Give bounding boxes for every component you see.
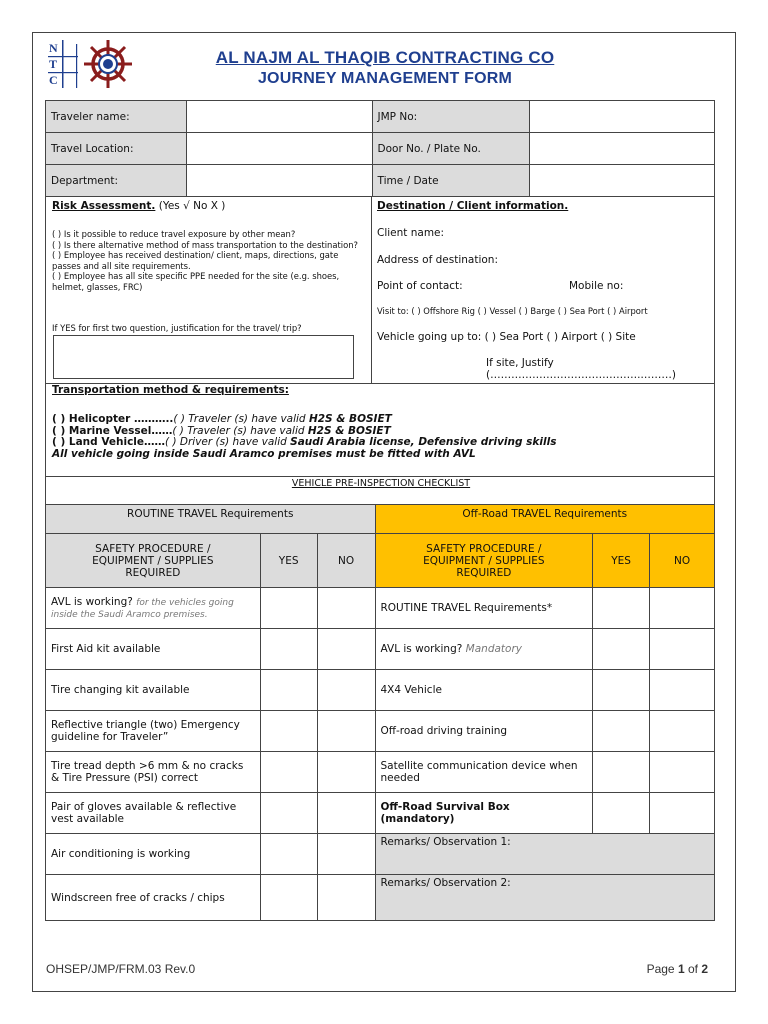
- offroad-satellite-no[interactable]: [650, 752, 715, 793]
- routine-avl-no[interactable]: [317, 588, 375, 629]
- routine-ac-no[interactable]: [317, 834, 375, 875]
- offroad-no-header: NO: [650, 534, 715, 588]
- routine-tire-tread-yes[interactable]: [260, 752, 317, 793]
- logo-letter-t: T: [49, 57, 58, 71]
- transport-marine[interactable]: ( ) Marine Vessel……( ) Traveler (s) have valid H2S & BOSIET: [52, 424, 391, 437]
- routine-item-air-conditioning: Air conditioning is working: [46, 834, 261, 875]
- time-date-field[interactable]: [530, 165, 715, 197]
- travel-location-label: Travel Location:: [46, 133, 187, 165]
- table-row: [46, 629, 715, 670]
- remarks-1-field[interactable]: Remarks/ Observation 1:: [375, 834, 715, 875]
- table-row: [46, 834, 715, 875]
- transportation-section: [45, 383, 715, 477]
- department-field[interactable]: [186, 165, 372, 197]
- logo-letter-n: N: [49, 41, 58, 55]
- mobile-label[interactable]: Mobile no:: [569, 280, 624, 292]
- form-code: OHSEP/JMP/FRM.03 Rev.0: [46, 962, 196, 976]
- risk-assessment-section: [45, 196, 372, 384]
- offroad-survival-no[interactable]: [650, 793, 715, 834]
- offroad-satellite-yes[interactable]: [593, 752, 650, 793]
- routine-triangle-no[interactable]: [317, 711, 375, 752]
- traveler-name-field[interactable]: [186, 101, 372, 133]
- justification-field[interactable]: [53, 335, 354, 379]
- routine-gloves-no[interactable]: [317, 793, 375, 834]
- routine-item-tire-kit: Tire changing kit available: [46, 670, 261, 711]
- risk-legend: (Yes √ No X ): [158, 200, 226, 212]
- offroad-item-avl: AVL is working? Mandatory: [375, 629, 593, 670]
- avl-note: All vehicle going inside Saudi Aramco premises must be fitted with AVL: [52, 447, 476, 460]
- offroad-survival-yes[interactable]: [593, 793, 650, 834]
- routine-item-gloves: Pair of gloves available & reflective vest available: [46, 793, 261, 834]
- jmp-no-label: JMP No:: [372, 101, 530, 133]
- traveler-name-label: Traveler name:: [46, 101, 187, 133]
- routine-triangle-yes[interactable]: [260, 711, 317, 752]
- door-plate-label: Door No. / Plate No.: [372, 133, 530, 165]
- routine-tire-kit-yes[interactable]: [260, 670, 317, 711]
- table-row: [46, 588, 715, 629]
- address-label[interactable]: Address of destination:: [377, 254, 498, 266]
- vehicle-checklist-table: [45, 504, 715, 921]
- ship-wheel-icon: [84, 40, 132, 88]
- offroad-item-routine: ROUTINE TRAVEL Requirements*: [375, 588, 593, 629]
- traveler-info-table: [45, 100, 715, 197]
- routine-yes-header: YES: [260, 534, 317, 588]
- routine-windscreen-no[interactable]: [317, 875, 375, 921]
- offroad-yes-header: YES: [593, 534, 650, 588]
- checklist-title-bar: [45, 476, 715, 505]
- offroad-4x4-yes[interactable]: [593, 670, 650, 711]
- routine-gloves-yes[interactable]: [260, 793, 317, 834]
- door-plate-field[interactable]: [530, 133, 715, 165]
- offroad-routine-yes[interactable]: [593, 588, 650, 629]
- justification-label: If YES for first two question, justification for the travel/ trip?: [52, 323, 302, 333]
- routine-ac-yes[interactable]: [260, 834, 317, 875]
- offroad-training-yes[interactable]: [593, 711, 650, 752]
- routine-first-aid-yes[interactable]: [260, 629, 317, 670]
- destination-title: Destination / Client information.: [377, 200, 569, 212]
- logo-letter-c: C: [49, 73, 58, 87]
- routine-travel-header: ROUTINE TRAVEL Requirements: [46, 505, 376, 534]
- routine-tire-tread-no[interactable]: [317, 752, 375, 793]
- routine-item-triangle: Reflective triangle (two) Emergency guideline for Traveler”: [46, 711, 261, 752]
- risk-question-4[interactable]: ( ) Employee has all site specific PPE needed for the site (e.g. shoes, helmet, glasses, FRC): [52, 271, 340, 292]
- time-date-label: Time / Date: [372, 165, 530, 197]
- routine-item-column-header: SAFETY PROCEDURE / EQUIPMENT / SUPPLIES REQUIRED: [46, 534, 261, 588]
- offroad-item-4x4: 4X4 Vehicle: [375, 670, 593, 711]
- table-row: [46, 793, 715, 834]
- routine-avl-yes[interactable]: [260, 588, 317, 629]
- visit-to-options[interactable]: Visit to: ( ) Offshore Rig ( ) Vessel ( ) Barge ( ) Sea Port ( ) Airport: [377, 306, 648, 316]
- risk-question-3[interactable]: ( ) Employee has received destination/ client, maps, directions, gate passes and all site requirements.: [52, 250, 339, 271]
- offroad-training-no[interactable]: [650, 711, 715, 752]
- risk-assessment-title: Risk Assessment.: [52, 200, 156, 212]
- vehicle-going-options[interactable]: Vehicle going up to: ( ) Sea Port ( ) Airport ( ) Site: [377, 331, 636, 343]
- destination-section: [371, 196, 715, 384]
- page-number: Page 1 of 2: [646, 962, 708, 976]
- offroad-item-column-header: SAFETY PROCEDURE / EQUIPMENT / SUPPLIES REQUIRED: [375, 534, 593, 588]
- department-label: Department:: [46, 165, 187, 197]
- offroad-item-survival-box: Off-Road Survival Box (mandatory): [375, 793, 593, 834]
- risk-question-1[interactable]: ( ) Is it possible to reduce travel exposure by other mean?: [52, 229, 296, 239]
- transport-land[interactable]: ( ) Land Vehicle……( ) Driver (s) have valid Saudi Arabia license, Defensive driving skills: [52, 436, 557, 448]
- form-title: JOURNEY MANAGEMENT FORM: [257, 70, 513, 87]
- risk-question-2[interactable]: ( ) Is there alternative method of mass transportation to the destination?: [52, 239, 358, 250]
- table-row: [46, 670, 715, 711]
- routine-item-tire-tread: Tire tread depth >6 mm & no cracks & Tire Pressure (PSI) correct: [46, 752, 261, 793]
- routine-tire-kit-no[interactable]: [317, 670, 375, 711]
- offroad-travel-header: Off-Road TRAVEL Requirements: [375, 505, 715, 534]
- routine-item-avl: AVL is working? for the vehicles going inside the Saudi Aramco premises.: [46, 588, 261, 629]
- site-justify[interactable]: If site, Justify (…………………………………….………): [486, 357, 677, 381]
- offroad-item-satellite: Satellite communication device when needed: [375, 752, 593, 793]
- offroad-routine-no[interactable]: [650, 588, 715, 629]
- company-logo: [46, 38, 142, 90]
- checklist-title: VEHICLE PRE-INSPECTION CHECKLIST: [291, 478, 471, 489]
- routine-windscreen-yes[interactable]: [260, 875, 317, 921]
- routine-first-aid-no[interactable]: [317, 629, 375, 670]
- table-row: [46, 711, 715, 752]
- table-row: [46, 875, 715, 921]
- offroad-avl-yes[interactable]: [593, 629, 650, 670]
- table-row: [46, 752, 715, 793]
- routine-no-header: NO: [317, 534, 375, 588]
- transport-title: Transportation method & requirements:: [52, 384, 289, 396]
- point-of-contact-label[interactable]: Point of contact:: [377, 280, 463, 292]
- offroad-4x4-no[interactable]: [650, 670, 715, 711]
- offroad-item-training: Off-road driving training: [375, 711, 593, 752]
- transport-helicopter[interactable]: ( ) Helicopter ………..( ) Traveler (s) have valid H2S & BOSIET: [52, 413, 392, 425]
- remarks-2-field[interactable]: Remarks/ Observation 2:: [375, 875, 715, 921]
- travel-location-field[interactable]: [186, 133, 372, 165]
- jmp-no-field[interactable]: [530, 101, 715, 133]
- offroad-avl-no[interactable]: [650, 629, 715, 670]
- client-name-label[interactable]: Client name:: [377, 227, 445, 239]
- company-name: AL NAJM AL THAQIB CONTRACTING CO: [215, 48, 555, 67]
- routine-item-windscreen: Windscreen free of cracks / chips: [46, 875, 261, 921]
- routine-item-first-aid: First Aid kit available: [46, 629, 261, 670]
